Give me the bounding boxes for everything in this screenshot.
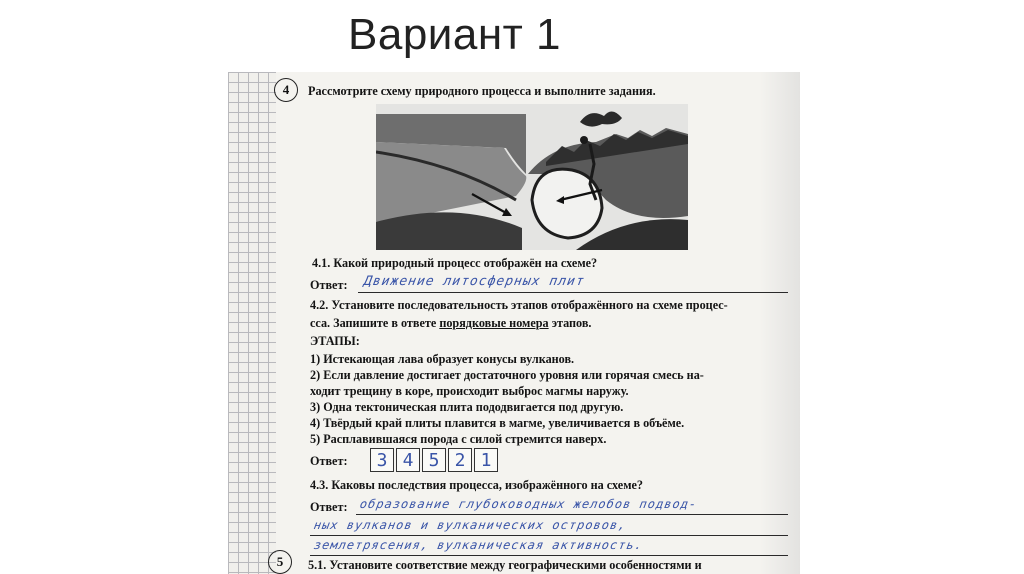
q43-answer-line-2: ных вулканов и вулканических островов, bbox=[312, 518, 628, 532]
task5-text: 5.1. Установите соответствие между географическими особенностями и bbox=[308, 558, 702, 572]
scanned-worksheet bbox=[228, 72, 800, 574]
q43-answer-line-3: землетрясения, вулканическая активность. bbox=[312, 538, 645, 552]
slide-title: Вариант 1 bbox=[348, 10, 561, 59]
q42-line2: сса. Запишите в ответе порядковые номера этапов. bbox=[310, 316, 592, 330]
answer-digit-box: 1 bbox=[474, 448, 498, 472]
q43-text: 4.3. Каковы последствия процесса, изображённого на схеме? bbox=[310, 478, 644, 492]
q41-answer: Движение литосферных плит bbox=[362, 274, 586, 289]
q41-answer-line bbox=[358, 292, 788, 293]
q41-answer-label: Ответ: bbox=[310, 278, 348, 292]
answer-digit-box: 4 bbox=[396, 448, 420, 472]
answer-digit-box: 5 bbox=[422, 448, 446, 472]
task4-header: Рассмотрите схему природного процесса и выполните задания. bbox=[308, 84, 656, 98]
answer-digit-box: 3 bbox=[370, 448, 394, 472]
plate-subduction-diagram bbox=[376, 104, 688, 250]
q42-stage-5: 5) Расплавившаяся порода с силой стремится наверх. bbox=[310, 432, 607, 446]
q42-stage-4: 4) Твёрдый край плиты плавится в магме, увеличивается в объёме. bbox=[310, 416, 685, 430]
grid-paper-margin bbox=[228, 72, 276, 574]
task-number-4: 4 bbox=[274, 78, 298, 102]
q43-answer-rule bbox=[310, 535, 788, 536]
task-number-5: 5 bbox=[268, 550, 292, 574]
q43-answer-rule bbox=[356, 514, 788, 515]
answer-digit-box: 2 bbox=[448, 448, 472, 472]
q41-text: 4.1. Какой природный процесс отображён на схеме? bbox=[312, 256, 598, 270]
q42-stage-3: 3) Одна тектоническая плита пододвигается под другую. bbox=[310, 400, 624, 414]
q42-stages-title: ЭТАПЫ: bbox=[310, 334, 360, 348]
q42-line1: 4.2. Установите последовательность этапов отображённого на схеме процес- bbox=[310, 298, 728, 312]
page-edge-shadow bbox=[760, 72, 800, 574]
volcano-vent bbox=[580, 136, 588, 144]
q42-stage-1: 1) Истекающая лава образует конусы вулканов. bbox=[310, 352, 575, 366]
q43-answer-line-1: образование глубоководных желобов подвод- bbox=[358, 497, 699, 511]
q42-answer-label: Ответ: bbox=[310, 454, 348, 468]
q43-answer-rule bbox=[310, 555, 788, 556]
q42-stage-2-cont: ходит трещину в коре, происходит выброс магмы наружу. bbox=[310, 384, 629, 398]
q43-answer-label: Ответ: bbox=[310, 500, 348, 514]
q42-stage-2: 2) Если давление достигает достаточного уровня или горячая смесь на- bbox=[310, 368, 704, 382]
